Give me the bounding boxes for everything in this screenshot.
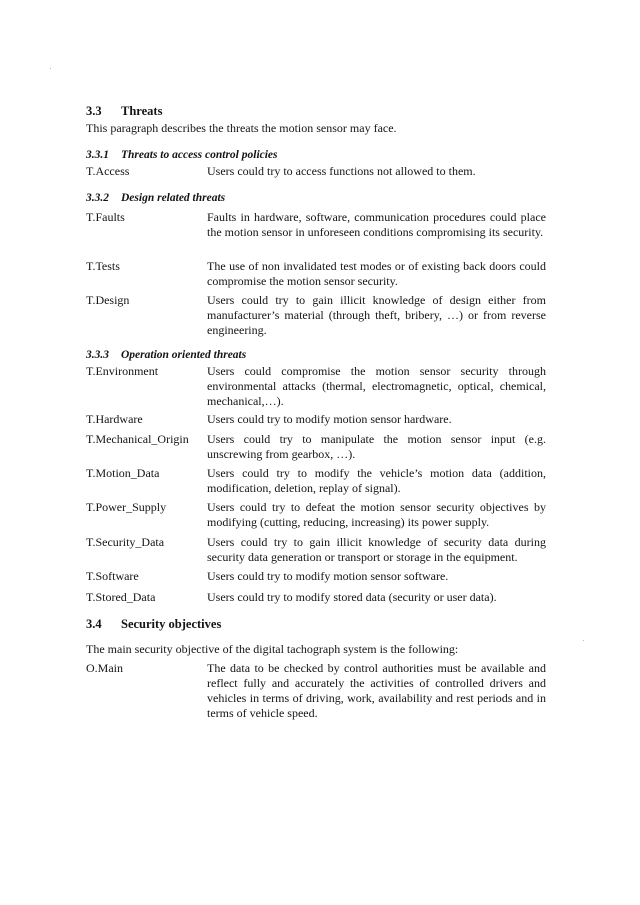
threat-term: T.Stored_Data	[86, 590, 156, 604]
subsection-number: 3.3.3	[86, 349, 109, 361]
section-title: Security objectives	[121, 617, 222, 631]
threat-row-software	[86, 569, 546, 584]
threat-row-hardware	[86, 412, 546, 427]
threat-description: Users could try to modify stored data (security or user data).	[207, 590, 497, 604]
section-3-3-heading	[86, 104, 546, 119]
threat-term: T.Security_Data	[86, 535, 165, 549]
threat-description: Users could try to gain illicit knowledge of security data during security data generation or transport or storage in the equipment.	[207, 535, 546, 564]
threat-description: Users could try to modify motion sensor hardware.	[207, 412, 452, 426]
threat-row-environment	[86, 364, 546, 409]
objective-term: O.Main	[86, 661, 123, 675]
section-3-4-intro: The main security objective of the digital tachograph system is the following:	[86, 642, 459, 656]
threat-term: T.Environment	[86, 364, 159, 378]
subsection-title: Design related threats	[121, 192, 226, 204]
subsection-title: Threats to access control policies	[121, 149, 278, 161]
section-3-3-intro: This paragraph describes the threats the motion sensor may face.	[86, 121, 397, 135]
objective-description: The data to be checked by control authorities must be available and reflect fully and accurately the activities of controlled drivers and vehicles in terms of driving, work, availability and rest periods and in terms of vehicle speed.	[207, 661, 546, 720]
threat-term: T.Access	[86, 164, 130, 178]
threat-row-motion-data	[86, 466, 546, 496]
threat-description: Users could compromise the motion sensor security through environmental attacks (thermal, electromagnetic, optical, chemical, mechanical,…).	[207, 364, 546, 408]
threat-row-mechanical-origin	[86, 432, 546, 462]
threat-term: T.Mechanical_Origin	[86, 432, 189, 446]
threat-term: T.Hardware	[86, 412, 143, 426]
threat-description: Users could try to defeat the motion sensor security objectives by modifying (cutting, reducing, increasing) its power supply.	[207, 500, 546, 529]
threat-term: T.Faults	[86, 210, 125, 224]
scan-speck	[50, 68, 51, 69]
threat-term: T.Power_Supply	[86, 500, 167, 514]
subsection-number: 3.3.1	[86, 149, 109, 161]
subsection-3-3-3-heading	[86, 348, 546, 363]
threat-term: T.Design	[86, 293, 130, 307]
subsection-title: Operation oriented threats	[121, 349, 247, 361]
subsection-number: 3.3.2	[86, 192, 109, 204]
threat-term: T.Software	[86, 569, 139, 583]
threat-description: Users could try to manipulate the motion sensor input (e.g. unscrewing from gearbox, …).	[207, 432, 546, 461]
threat-description: Users could try to access functions not allowed to them.	[207, 164, 476, 178]
threat-description: The use of non invalidated test modes or of existing back doors could compromise the motion sensor security.	[207, 259, 546, 288]
threat-description: Users could try to modify the vehicle’s motion data (addition, modification, deletion, replay of signal).	[207, 466, 546, 495]
threat-description: Users could try to gain illicit knowledge of design either from manufacturer’s material (through theft, bribery, …) or from reverse engineering.	[207, 293, 546, 337]
section-number: 3.4	[86, 617, 102, 631]
threat-term: T.Tests	[86, 259, 120, 273]
threat-description: Users could try to modify motion sensor software.	[207, 569, 449, 583]
subsection-3-3-2-heading	[86, 191, 546, 206]
threat-description: Faults in hardware, software, communication procedures could place the motion sensor in unforeseen conditions compromising its security.	[207, 210, 546, 239]
threat-row-stored-data	[86, 590, 546, 605]
threat-row-access	[86, 164, 546, 179]
threat-term: T.Motion_Data	[86, 466, 160, 480]
threat-row-tests	[86, 259, 546, 289]
threat-row-security-data	[86, 535, 546, 565]
section-3-4-heading	[86, 617, 546, 632]
scan-speck	[583, 640, 584, 641]
threat-row-design	[86, 293, 546, 338]
objective-row-main	[86, 661, 546, 721]
threat-row-faults	[86, 210, 546, 240]
subsection-3-3-1-heading	[86, 148, 546, 163]
threat-row-power-supply	[86, 500, 546, 530]
section-number: 3.3	[86, 104, 102, 118]
section-title: Threats	[121, 104, 163, 118]
